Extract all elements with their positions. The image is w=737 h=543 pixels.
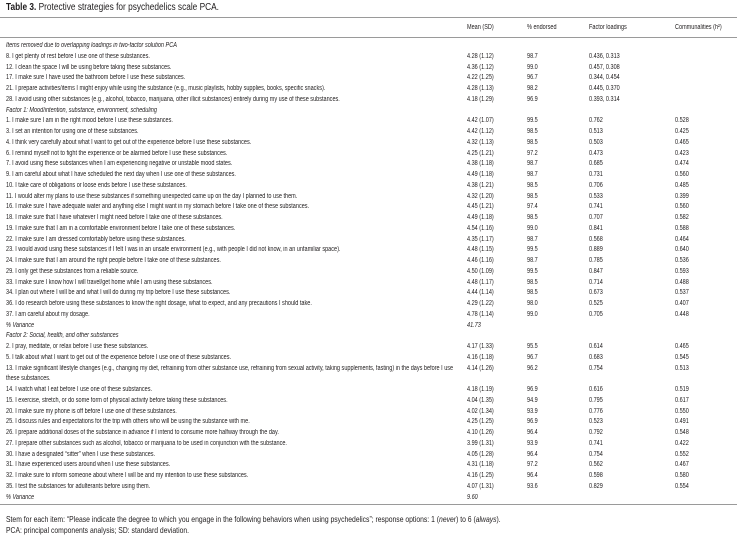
factor-loadings-cell: 0.714: [589, 278, 603, 286]
endorsed-cell: 98.5: [527, 138, 538, 146]
factor-loadings-cell: 0.568: [589, 235, 603, 243]
header-endorsed: % endorsed: [527, 24, 557, 31]
endorsed-cell: 96.4: [527, 450, 538, 458]
communality-cell: 0.425: [675, 128, 689, 135]
endorsed-cell: 95.5: [527, 343, 538, 350]
endorsed-cell: 94.9: [527, 396, 538, 404]
communality-cell: 0.422: [675, 439, 689, 447]
mean-sd-cell: 4.50 (1.09): [467, 267, 494, 275]
table-row: [0, 170, 737, 181]
item-text: 14. I watch what I eat before I use one of these substances.: [6, 386, 153, 393]
item-text: 22. I make sure I am dressed comfortably before using these substances.: [6, 235, 186, 243]
endorsed-cell: 98.7: [527, 257, 538, 264]
table-row: [0, 159, 737, 170]
mean-sd-cell: 4.16 (1.25): [467, 472, 494, 479]
table-row: [0, 245, 737, 256]
endorsed-cell: 99.5: [527, 117, 538, 125]
mean-sd-cell: 4.35 (1.17): [467, 235, 494, 243]
mean-sd-cell: 4.22 (1.25): [467, 74, 494, 82]
table-row: [0, 460, 737, 471]
communality-cell: 0.399: [675, 192, 689, 200]
endorsed-cell: 93.9: [527, 407, 538, 415]
mean-sd-cell: 4.32 (1.13): [467, 138, 494, 146]
factor-loadings-cell: 0.616: [589, 386, 603, 393]
header-mean-sd: Mean (SD): [467, 24, 494, 31]
factor-loadings-cell: 0.889: [589, 246, 603, 254]
variance-row: [0, 493, 737, 504]
mean-sd-cell: 4.36 (1.12): [467, 63, 494, 71]
mean-sd-cell: 4.38 (1.21): [467, 181, 494, 189]
section-heading-row: [0, 106, 737, 117]
factor-loadings-cell: 0.706: [589, 181, 603, 189]
top-rule: [0, 17, 737, 18]
factor-loadings-cell: 0.513: [589, 128, 603, 135]
item-text: 27. I prepare other substances such as alcohol, tobacco or marijuana to be used in conjunction with the substance.: [6, 439, 287, 447]
item-text: 29. I only get these substances from a reliable source.: [6, 267, 139, 275]
item-text: 31. I have experienced users around when I use these substances.: [6, 461, 171, 469]
item-text: 9. I am careful about what I have scheduled the next day when I use one of these substances.: [6, 171, 236, 178]
mean-sd-cell: 4.28 (1.12): [467, 52, 494, 60]
table-caption: Protective strategies for psychedelics scale PCA.: [38, 2, 219, 13]
table-row: [0, 310, 737, 321]
table-row: [0, 95, 737, 106]
mean-sd-cell: 4.14 (1.26): [467, 364, 494, 372]
endorsed-cell: 96.4: [527, 429, 538, 436]
header-rule: [0, 37, 737, 38]
item-text: 21. I prepare activities/items I might enjoy while using the substance (e.g., music playlists, hobby supplies, books, specific snacks).: [6, 85, 326, 92]
table-row: [0, 428, 737, 439]
factor-loadings-cell: 0.533: [589, 192, 603, 200]
item-text: 3. I set an intention for using one of these substances.: [6, 128, 139, 135]
factor-loadings-cell: 0.731: [589, 171, 603, 178]
item-text: 37. I am careful about my dosage.: [6, 310, 90, 318]
table-row: [0, 342, 737, 353]
communality-cell: 0.465: [675, 343, 689, 350]
table-row: [0, 73, 737, 84]
endorsed-cell: 96.9: [527, 386, 538, 393]
endorsed-cell: 99.5: [527, 246, 538, 254]
table-row: [0, 385, 737, 396]
factor-loadings-cell: 0.525: [589, 300, 603, 307]
mean-sd-cell: 4.04 (1.35): [467, 396, 494, 404]
item-text: 28. I avoid using other substances (e.g., alcohol, tobacco, marijuana, other illicit substances) entirely during my use of these substances.: [6, 95, 340, 103]
communality-cell: 0.552: [675, 450, 689, 458]
section-heading-row: [0, 41, 737, 52]
footnote-stem-end: ).: [496, 513, 501, 524]
header-factor-loadings: Factor loadings: [589, 24, 627, 31]
mean-sd-cell: 4.48 (1.15): [467, 246, 494, 254]
mean-sd-cell: 4.42 (1.12): [467, 128, 494, 135]
factor-loadings-cell: 0.523: [589, 418, 603, 426]
table-row: [0, 192, 737, 203]
endorsed-cell: 96.9: [527, 418, 538, 426]
item-text: 10. I take care of obligations or loose ends before I use these substances.: [6, 181, 187, 189]
item-text: 25. I discuss rules and expectations for the trip with others who will be using the substance with me.: [6, 418, 250, 426]
factor-loadings-cell: 0.344, 0.454: [589, 74, 620, 82]
item-text: 17. I make sure I have used the bathroom before I use these substances.: [6, 74, 186, 82]
mean-sd-cell: 4.48 (1.17): [467, 278, 494, 286]
endorsed-cell: 98.7: [527, 52, 538, 60]
endorsed-cell: 99.5: [527, 267, 538, 275]
mean-sd-cell: 4.29 (1.22): [467, 300, 494, 307]
endorsed-cell: 99.0: [527, 310, 538, 318]
table-row: [0, 288, 737, 299]
item-text: 33. I make sure I know how I will travel/get home while I am using these substances.: [6, 278, 213, 286]
factor-loadings-cell: 0.685: [589, 160, 603, 168]
mean-sd-cell: 4.31 (1.18): [467, 461, 494, 469]
table-body: [0, 41, 737, 503]
factor-loadings-cell: 0.792: [589, 429, 603, 436]
mean-sd-cell: 4.49 (1.18): [467, 214, 494, 221]
mean-sd-cell: 4.45 (1.21): [467, 203, 494, 211]
factor-loadings-cell: 0.673: [589, 289, 603, 297]
header-communalities: Communalities (h²): [675, 24, 722, 31]
table-number: Table 3.: [6, 2, 37, 13]
table-row: [0, 439, 737, 450]
table-row: [0, 138, 737, 149]
communality-cell: 0.536: [675, 257, 689, 264]
table-row: [0, 202, 737, 213]
table-row: [0, 471, 737, 482]
table-row: [0, 353, 737, 364]
communality-cell: 0.491: [675, 418, 689, 426]
item-text: 20. I make sure my phone is off before I use one of these substances.: [6, 407, 177, 415]
endorsed-cell: 99.0: [527, 224, 538, 232]
section-heading: Factor 1: Mood/intention, substance, environment, scheduling: [6, 106, 157, 114]
endorsed-cell: 98.0: [527, 300, 538, 307]
footnote-abbreviations: PCA: principal components analysis; SD: standard deviation.: [6, 524, 190, 535]
endorsed-cell: 98.7: [527, 160, 538, 168]
factor-loadings-cell: 0.614: [589, 343, 603, 350]
item-text: 8. I get plenty of rest before I use one of these substances.: [6, 52, 150, 60]
item-text: 18. I make sure that I have whatever I might need before I take one of these substances.: [6, 214, 223, 221]
factor-loadings-cell: 0.473: [589, 149, 603, 157]
item-text: 13. I make significant lifestyle changes (e.g., changing my diet, refraining from other substance use, refraining from sexual activity, taking supplements, fasting) in the days before I use these substances.: [6, 364, 454, 383]
endorsed-cell: 98.5: [527, 289, 538, 297]
section-heading-row: [0, 331, 737, 342]
communality-cell: 0.588: [675, 224, 689, 232]
endorsed-cell: 96.7: [527, 74, 538, 82]
section-heading: Items removed due to overlapping loadings in two-factor solution PCA: [6, 42, 177, 49]
endorsed-cell: 96.9: [527, 95, 538, 103]
communality-cell: 0.464: [675, 235, 689, 243]
table-row: [0, 407, 737, 418]
mean-sd-cell: 4.18 (1.19): [467, 386, 494, 393]
factor-loadings-cell: 0.445, 0.370: [589, 85, 620, 92]
table-row: [0, 116, 737, 127]
table-row: [0, 450, 737, 461]
variance-label: % Variance: [6, 493, 35, 501]
communality-cell: 0.519: [675, 386, 689, 393]
item-text: 32. I make sure to inform someone about where I will be and my intention to use these substances.: [6, 472, 249, 479]
communality-cell: 0.550: [675, 407, 689, 415]
table-row: [0, 299, 737, 310]
mean-sd-cell: 4.16 (1.18): [467, 353, 494, 361]
footnote-stem-text: Stem for each item: “Please indicate the degree to which you engage in the following behaviors when using psychedelics”; response options: 1 (: [6, 513, 440, 524]
mean-sd-cell: 4.18 (1.29): [467, 95, 494, 103]
mean-sd-cell: 4.17 (1.33): [467, 343, 494, 350]
communality-cell: 0.617: [675, 396, 689, 404]
table-row: [0, 149, 737, 160]
footnote-stem-middle: ) to 6 (: [456, 513, 476, 524]
factor-loadings-cell: 0.705: [589, 310, 603, 318]
section-heading: Factor 2: Social, health, and other substances: [6, 332, 119, 340]
table-row: [0, 396, 737, 407]
factor-loadings-cell: 0.754: [589, 450, 603, 458]
communality-cell: 0.545: [675, 353, 689, 361]
variance-row: [0, 321, 737, 332]
factor-loadings-cell: 0.795: [589, 396, 603, 404]
item-text: 6. I remind myself not to fight the experience or be alarmed before I use these substances.: [6, 149, 228, 157]
factor-loadings-cell: 0.785: [589, 257, 603, 264]
communality-cell: 0.467: [675, 461, 689, 469]
mean-sd-cell: 4.28 (1.13): [467, 85, 494, 92]
footnote-stem: [6, 514, 501, 525]
item-text: 1. I make sure I am in the right mood before I use these substances.: [6, 117, 173, 125]
item-text: 5. I talk about what I want to get out of the experience before I use one of these substances.: [6, 353, 232, 361]
factor-loadings-cell: 0.683: [589, 353, 603, 361]
communality-cell: 0.560: [675, 171, 689, 178]
endorsed-cell: 98.5: [527, 278, 538, 286]
endorsed-cell: 98.2: [527, 85, 538, 92]
table-row: [0, 52, 737, 63]
endorsed-cell: 97.2: [527, 149, 538, 157]
endorsed-cell: 93.9: [527, 439, 538, 447]
table-row: [0, 267, 737, 278]
communality-cell: 0.537: [675, 289, 689, 297]
mean-sd-cell: 4.78 (1.14): [467, 310, 494, 318]
mean-sd-cell: 4.32 (1.20): [467, 192, 494, 200]
factor-loadings-cell: 0.503: [589, 138, 603, 146]
communality-cell: 0.485: [675, 181, 689, 189]
item-text: 4. I think very carefully about what I want to get out of the experience before I use these substances.: [6, 138, 252, 146]
factor-loadings-cell: 0.598: [589, 472, 603, 479]
mean-sd-cell: 4.54 (1.16): [467, 224, 494, 232]
table-row: [0, 235, 737, 246]
factor-loadings-cell: 0.457, 0.308: [589, 63, 620, 71]
mean-sd-cell: 4.25 (1.21): [467, 149, 494, 157]
factor-loadings-cell: 0.841: [589, 224, 603, 232]
table-row: [0, 213, 737, 224]
mean-sd-cell: 4.25 (1.25): [467, 418, 494, 426]
variance-value: 41.73: [467, 321, 481, 329]
mean-sd-cell: 4.44 (1.14): [467, 289, 494, 297]
table-row: [0, 364, 737, 386]
table-row: [0, 278, 737, 289]
item-text: 35. I test the substances for adulterants before using them.: [6, 482, 151, 490]
communality-cell: 0.407: [675, 300, 689, 307]
endorsed-cell: 97.2: [527, 461, 538, 469]
factor-loadings-cell: 0.776: [589, 407, 603, 415]
communality-cell: 0.593: [675, 267, 689, 275]
item-text: 34. I plan out where I will be and what I will do during my trip before I use these substances.: [6, 289, 231, 297]
endorsed-cell: 96.7: [527, 353, 538, 361]
factor-loadings-cell: 0.436, 0.313: [589, 52, 620, 60]
mean-sd-cell: 4.46 (1.16): [467, 257, 494, 264]
item-text: 36. I do research before using these substances to know the right dosage, what to expect, and any precautions I should take.: [6, 300, 312, 307]
factor-loadings-cell: 0.707: [589, 214, 603, 221]
table-row: [0, 417, 737, 428]
table-title: [6, 2, 219, 13]
endorsed-cell: 98.7: [527, 235, 538, 243]
endorsed-cell: 98.5: [527, 128, 538, 135]
communality-cell: 0.582: [675, 214, 689, 221]
table-row: [0, 181, 737, 192]
table-row: [0, 63, 737, 74]
communality-cell: 0.554: [675, 482, 689, 490]
factor-loadings-cell: 0.741: [589, 203, 603, 211]
communality-cell: 0.580: [675, 472, 689, 479]
table-row: [0, 127, 737, 138]
table-row: [0, 482, 737, 493]
communality-cell: 0.560: [675, 203, 689, 211]
factor-loadings-cell: 0.393, 0.314: [589, 95, 620, 103]
factor-loadings-cell: 0.741: [589, 439, 603, 447]
item-text: 24. I make sure that I am around the right people before I take one of these substances.: [6, 257, 221, 264]
endorsed-cell: 99.0: [527, 63, 538, 71]
item-text: 26. I prepare additional doses of the substance in advance if I intend to consume more halfway through the day.: [6, 429, 279, 436]
endorsed-cell: 98.5: [527, 192, 538, 200]
footnote-never: never: [439, 513, 457, 524]
communality-cell: 0.474: [675, 160, 689, 168]
factor-loadings-cell: 0.562: [589, 461, 603, 469]
item-text: 12. I clean the space I will be using before taking these substances.: [6, 63, 172, 71]
communality-cell: 0.448: [675, 310, 689, 318]
item-text: 11. I would alter my plans to use these substances if something unexpected came up on the day I planned to use them.: [6, 192, 298, 200]
endorsed-cell: 97.4: [527, 203, 538, 211]
endorsed-cell: 96.2: [527, 364, 538, 372]
mean-sd-cell: 4.07 (1.31): [467, 482, 494, 490]
table-row: [0, 224, 737, 235]
table-row: [0, 84, 737, 95]
communality-cell: 0.488: [675, 278, 689, 286]
item-text: 7. I avoid using these substances when I am experiencing negative or unstable mood states.: [6, 160, 233, 168]
communality-cell: 0.548: [675, 429, 689, 436]
communality-cell: 0.423: [675, 149, 689, 157]
communality-cell: 0.640: [675, 246, 689, 254]
variance-label: % Variance: [6, 321, 35, 329]
endorsed-cell: 98.5: [527, 181, 538, 189]
factor-loadings-cell: 0.829: [589, 482, 603, 490]
item-text: 2. I pray, meditate, or relax before I use these substances.: [6, 343, 149, 350]
column-header-row: [0, 22, 737, 34]
factor-loadings-cell: 0.754: [589, 364, 603, 372]
endorsed-cell: 96.4: [527, 472, 538, 479]
factor-loadings-cell: 0.762: [589, 117, 603, 125]
item-text: 15. I exercise, stretch, or do some form of physical activity before taking these substances.: [6, 396, 228, 404]
mean-sd-cell: 4.05 (1.28): [467, 450, 494, 458]
mean-sd-cell: 4.49 (1.18): [467, 171, 494, 178]
mean-sd-cell: 4.42 (1.07): [467, 117, 494, 125]
footnote-always: always: [475, 513, 497, 524]
item-text: 19. I make sure that I am in a comfortable environment before I take one of these substances.: [6, 224, 236, 232]
mean-sd-cell: 3.99 (1.31): [467, 439, 494, 447]
mean-sd-cell: 4.38 (1.18): [467, 160, 494, 168]
factor-loadings-cell: 0.847: [589, 267, 603, 275]
communality-cell: 0.465: [675, 138, 689, 146]
endorsed-cell: 98.5: [527, 214, 538, 221]
bottom-rule: [0, 504, 737, 505]
item-text: 30. I have a designated “sitter” when I use these substances.: [6, 450, 156, 458]
table-row: [0, 256, 737, 267]
endorsed-cell: 98.7: [527, 171, 538, 178]
mean-sd-cell: 4.02 (1.34): [467, 407, 494, 415]
variance-value: 9.60: [467, 493, 478, 501]
communality-cell: 0.513: [675, 364, 689, 372]
item-text: 23. I would avoid using these substances if I felt I was in an unsafe environment (e.g., with people I did not know, in an unfamiliar space).: [6, 246, 341, 254]
item-text: 16. I make sure I have adequate water and anything else I might want in my stomach before I take one of these substances.: [6, 203, 310, 211]
endorsed-cell: 93.6: [527, 482, 538, 490]
communality-cell: 0.528: [675, 117, 689, 125]
mean-sd-cell: 4.10 (1.26): [467, 429, 494, 436]
